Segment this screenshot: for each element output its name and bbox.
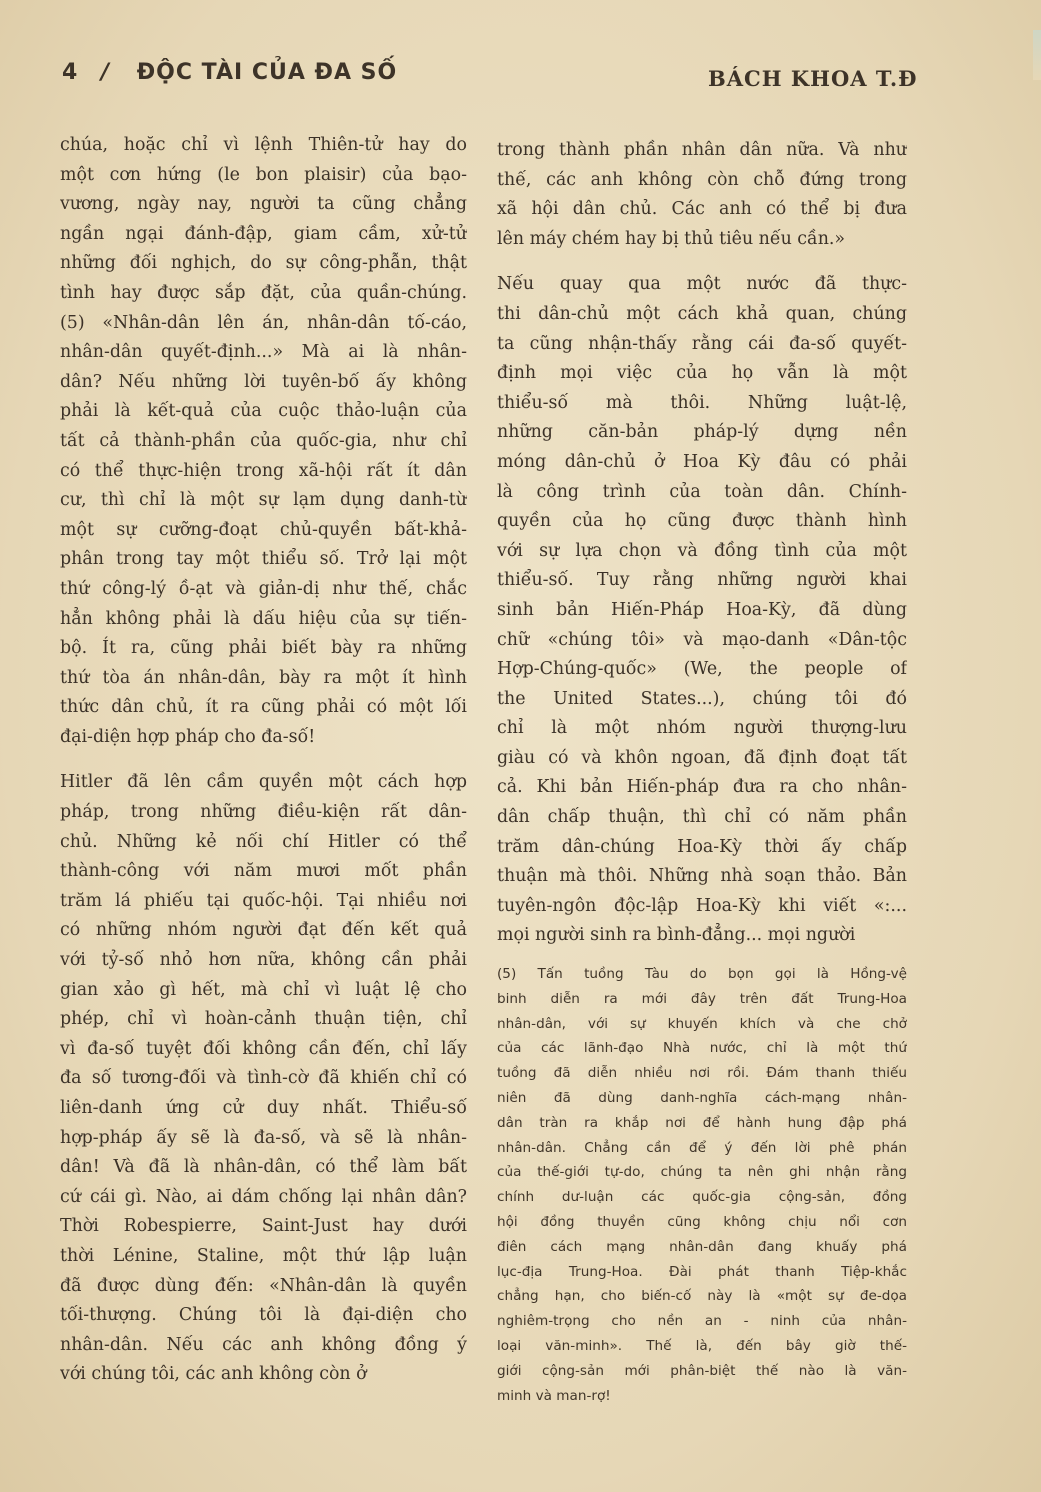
text-line: móng dân-chủ ở Hoa Kỳ đâu có phải bbox=[497, 451, 907, 472]
text-line: thời Lénine, Staline, một thứ lập luận bbox=[60, 1245, 467, 1266]
text-line: đã được dùng đến: «Nhân-dân là quyền bbox=[60, 1275, 467, 1296]
text-line: có thể thực-hiện trong xã-hội rất ít dân bbox=[60, 460, 467, 481]
text-line: chúa, hoặc chỉ vì lệnh Thiên-tử hay do bbox=[60, 135, 467, 155]
text-line: tối-thượng. Chúng tôi là đại-diện cho bbox=[60, 1305, 467, 1326]
running-header-left bbox=[62, 60, 397, 85]
text-line: gian xảo gì hết, mà chỉ vì luật lệ cho bbox=[60, 979, 467, 1000]
text-line: chữ «chúng tôi» và mạo-danh «Dân-tộc bbox=[497, 629, 907, 650]
footnote-line: tuồng đã diễn nhiều nơi rồi. Đám thanh thiếu bbox=[497, 1065, 907, 1082]
page-number: 4 bbox=[62, 60, 79, 85]
text-line: dân! Và đã là nhân-dân, có thể làm bất bbox=[60, 1157, 467, 1178]
footnote-line: điên cách mạng nhân-dân đang khuấy phá bbox=[497, 1238, 907, 1255]
text-line: vì đa-số tuyệt đối không cần đến, chỉ lấy bbox=[60, 1038, 467, 1059]
footnote bbox=[497, 962, 907, 1408]
footnote-line: niên đã dùng danh-nghĩa cách-mạng nhân- bbox=[497, 1089, 907, 1106]
footnote-line: của các lãnh-đạo Nhà nước, chỉ là một thứ bbox=[497, 1040, 907, 1057]
text-line: the United States...), chúng tôi đó bbox=[497, 688, 907, 709]
text-line: hợp-pháp ấy sẽ là đa-số, và sẽ là nhân- bbox=[60, 1127, 467, 1148]
text-line: tất cả thành-phần của quốc-gia, như chỉ bbox=[60, 430, 467, 451]
footnote-line: chính dư-luận các quốc-gia cộng-sản, đồng bbox=[497, 1189, 907, 1206]
text-line: nhân-dân. Nếu các anh không đồng ý bbox=[60, 1334, 467, 1355]
text-line: một cơn hứng (le bon plaisir) của bạo- bbox=[60, 164, 467, 185]
text-line: sinh bản Hiến-Pháp Hoa-Kỳ, đã dùng bbox=[497, 599, 907, 620]
footnote-line: lục-địa Trung-Hoa. Đài phát thanh Tiệp-khắc bbox=[497, 1263, 907, 1280]
text-line: phân trong tay một thiểu số. Trở lại một bbox=[60, 549, 467, 570]
text-line: ta cũng nhận-thấy rằng cái đa-số quyết- bbox=[497, 333, 907, 354]
page-edge-stain bbox=[1033, 30, 1041, 80]
text-line: Thời Robespierre, Saint-Just hay dưới bbox=[60, 1216, 467, 1237]
text-line: mọi người sinh ra bình-đẳng... mọi người bbox=[497, 925, 856, 946]
footnote-line: loại văn-minh». Thế là, đến bây giờ thế- bbox=[497, 1337, 907, 1354]
text-line: Hợp-Chúng-quốc» (We, the people of bbox=[497, 659, 907, 680]
text-line: thứ công-lý ồ-ạt và giản-dị như thế, chắc bbox=[60, 578, 467, 599]
text-line: trong thành phần nhân dân nữa. Và như bbox=[497, 140, 907, 160]
text-line: thiểu-số mà thôi. Những luật-lệ, bbox=[497, 392, 907, 413]
text-line: chủ. Những kẻ nối chí Hitler có thể bbox=[60, 831, 467, 852]
text-line: thế, các anh không còn chỗ đứng trong bbox=[497, 169, 907, 190]
text-line: thành-công với năm mươi mốt phần bbox=[60, 861, 467, 882]
footnote-line: nhân-dân, với sự khuyến khích và che chở bbox=[497, 1015, 907, 1032]
text-line: vương, ngày nay, người ta cũng chẳng bbox=[60, 194, 467, 215]
footnote-line: binh diễn ra mới đây trên đất Trung-Hoa bbox=[497, 990, 907, 1007]
article-title: ĐỘC TÀI CỦA ĐA SỐ bbox=[136, 60, 398, 85]
text-line: nhân-dân quyết-định...» Mà ai là nhân- bbox=[60, 342, 467, 363]
text-line: thi dân-chủ một cách khả quan, chúng bbox=[497, 303, 907, 324]
left-column bbox=[60, 131, 467, 1390]
text-line: chỉ là một nhóm người thượng-lưu bbox=[497, 718, 907, 739]
text-line: là công trình của toàn dân. Chính- bbox=[497, 481, 907, 502]
footnote-line: nhân-dân. Chẳng cần để ý đến lời phê phán bbox=[497, 1139, 907, 1156]
text-line: thứ tòa án nhân-dân, bày ra một ít hình bbox=[60, 667, 467, 688]
paragraph-gap bbox=[60, 752, 467, 768]
text-line: thuận mà thôi. Những nhà soạn thảo. Bản bbox=[497, 866, 907, 887]
text-line: thiểu-số. Tuy rằng những người khai bbox=[497, 570, 907, 591]
footnote-line: minh và man-rợ! bbox=[497, 1387, 611, 1404]
text-line: thức dân chủ, ít ra cũng phải có một lối bbox=[60, 697, 467, 718]
text-line: quyền của họ cũng được thành hình bbox=[497, 511, 907, 532]
text-line: những căn-bản pháp-lý dựng nền bbox=[497, 422, 907, 443]
text-line: cả. Khi bản Hiến-pháp đưa ra cho nhân- bbox=[497, 777, 907, 798]
footnote-line: dân tràn ra khắp nơi để hành hung đập phá bbox=[497, 1114, 907, 1131]
text-line: tình hay được sắp đặt, của quần-chúng. bbox=[60, 282, 467, 303]
text-line: với chúng tôi, các anh không còn ở bbox=[60, 1364, 367, 1385]
text-line: trăm dân-chúng Hoa-Kỳ thời ấy chấp bbox=[497, 836, 907, 857]
text-line: phép, chỉ vì hoàn-cảnh thuận tiện, chỉ bbox=[60, 1009, 467, 1030]
text-line: đại-diện hợp pháp cho đa-số! bbox=[60, 726, 316, 747]
right-column bbox=[497, 136, 907, 951]
text-line: hẳn không phải là dấu hiệu của sự tiến- bbox=[60, 608, 467, 629]
text-line: cư, thì chỉ là một sự lạm dụng danh-từ bbox=[60, 490, 467, 511]
text-line: (5) «Nhân-dân lên án, nhân-dân tố-cáo, bbox=[60, 312, 467, 333]
text-line: tuyên-ngôn độc-lập Hoa-Kỳ khi viết «:... bbox=[497, 895, 907, 916]
text-line: dân? Nếu những lời tuyên-bố ấy không bbox=[60, 371, 467, 392]
footnote-line: của thế-giới tự-do, chúng ta nên ghi nhận rằng bbox=[497, 1164, 907, 1181]
text-line: với sự lựa chọn và đồng tình của một bbox=[497, 540, 907, 561]
text-line: Hitler đã lên cầm quyền một cách hợp bbox=[60, 772, 467, 793]
text-line: lên máy chém hay bị thủ tiêu nếu cần.» bbox=[497, 228, 846, 249]
header-separator: / bbox=[100, 60, 111, 85]
text-line: với tỷ-số nhỏ hơn nữa, không cần phải bbox=[60, 950, 467, 971]
text-line: cứ cái gì. Nào, ai dám chống lại nhân dân? bbox=[60, 1186, 467, 1207]
paragraph-gap bbox=[497, 254, 907, 270]
text-line: có những nhóm người đạt đến kết quả bbox=[60, 920, 467, 941]
text-line: đa số tương-đối và tình-cờ đã khiến chỉ có bbox=[60, 1068, 467, 1089]
text-line: ngần ngại đánh-đập, giam cầm, xử-tử bbox=[60, 223, 467, 244]
text-line: dân chấp thuận, thì chỉ có năm phần bbox=[497, 807, 907, 828]
text-line: phải là kết-quả của cuộc thảo-luận của bbox=[60, 401, 467, 422]
text-line: pháp, trong những điều-kiện rất dân- bbox=[60, 802, 467, 823]
footnote-line: (5) Tấn tuồng Tàu do bọn gọi là Hồng-vệ bbox=[497, 966, 907, 982]
text-line: định mọi việc của họ vẫn là một bbox=[497, 363, 907, 384]
text-line: liên-danh ứng cử duy nhất. Thiểu-số bbox=[60, 1098, 467, 1118]
footnote-line: giới cộng-sản mới phân-biệt thế nào là văn- bbox=[497, 1362, 907, 1379]
text-line: những đối nghịch, do sự công-phẫn, thật bbox=[60, 253, 467, 274]
text-line: bộ. Ít ra, cũng phải biết bày ra những bbox=[60, 638, 467, 659]
footnote-line: chẳng hạn, cho biến-cố này là «một sự đe-dọa bbox=[497, 1288, 907, 1305]
footnote-line: hội đồng thuyền cũng không chịu nổi cơn bbox=[497, 1213, 907, 1230]
text-line: một sự cưỡng-đoạt chủ-quyền bất-khả- bbox=[60, 519, 467, 540]
text-line: Nếu quay qua một nước đã thực- bbox=[497, 274, 907, 295]
text-line: trăm lá phiếu tại quốc-hội. Tại nhiều nơi bbox=[60, 890, 467, 911]
magazine-name: BÁCH KHOA T.Đ bbox=[708, 66, 918, 91]
footnote-line: nghiêm-trọng cho nền an - ninh của nhân- bbox=[497, 1313, 907, 1330]
text-line: giàu có và khôn ngoan, đã định đoạt tất bbox=[497, 747, 907, 768]
text-line: xã hội dân chủ. Các anh có thể bị đưa bbox=[497, 199, 907, 220]
